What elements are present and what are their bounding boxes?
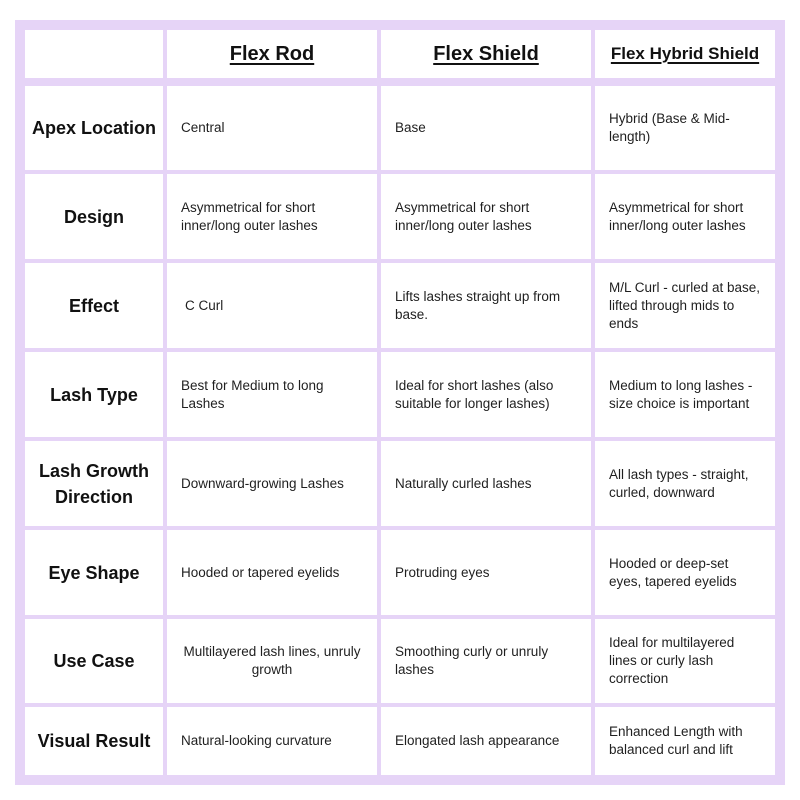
cell-flex-shield-lash-growth-direction: Naturally curled lashes — [381, 441, 591, 526]
cell-flex-shield-use-case: Smoothing curly or unruly lashes — [381, 619, 591, 703]
cell-flex-rod-effect: C Curl — [167, 263, 377, 348]
cell-flex-rod-lash-growth-direction: Downward-growing Lashes — [167, 441, 377, 526]
row-header-apex-location: Apex Location — [25, 86, 163, 170]
row-header-eye-shape: Eye Shape — [25, 530, 163, 615]
row-header-lash-type: Lash Type — [25, 352, 163, 437]
row-header-use-case: Use Case — [25, 619, 163, 703]
row-header-effect: Effect — [25, 263, 163, 348]
row-header-design: Design — [25, 174, 163, 259]
cell-flex-hybrid-shield-effect: M/L Curl - curled at base, lifted through mids to ends — [595, 263, 775, 348]
cell-flex-shield-effect: Lifts lashes straight up from base. — [381, 263, 591, 348]
cell-flex-shield-lash-type: Ideal for short lashes (also suitable for longer lashes) — [381, 352, 591, 437]
cell-flex-rod-use-case: Multilayered lash lines, unruly growth — [167, 619, 377, 703]
cell-flex-hybrid-shield-lash-growth-direction: All lash types - straight, curled, downward — [595, 441, 775, 526]
cell-flex-hybrid-shield-lash-type: Medium to long lashes - size choice is important — [595, 352, 775, 437]
corner-cell — [25, 30, 163, 78]
comparison-table — [15, 20, 785, 785]
cell-flex-shield-eye-shape: Protruding eyes — [381, 530, 591, 615]
column-header-flex-shield: Flex Shield — [381, 30, 591, 78]
cell-flex-rod-eye-shape: Hooded or tapered eyelids — [167, 530, 377, 615]
cell-flex-hybrid-shield-apex-location: Hybrid (Base & Mid-length) — [595, 86, 775, 170]
cell-flex-rod-apex-location: Central — [167, 86, 377, 170]
column-header-flex-rod: Flex Rod — [167, 30, 377, 78]
cell-flex-rod-design: Asymmetrical for short inner/long outer lashes — [167, 174, 377, 259]
cell-flex-shield-visual-result: Elongated lash appearance — [381, 707, 591, 775]
cell-flex-hybrid-shield-design: Asymmetrical for short inner/long outer lashes — [595, 174, 775, 259]
row-header-visual-result: Visual Result — [25, 707, 163, 775]
cell-flex-hybrid-shield-eye-shape: Hooded or deep-set eyes, tapered eyelids — [595, 530, 775, 615]
cell-flex-shield-design: Asymmetrical for short inner/long outer lashes — [381, 174, 591, 259]
cell-flex-shield-apex-location: Base — [381, 86, 591, 170]
cell-flex-hybrid-shield-use-case: Ideal for multilayered lines or curly lash correction — [595, 619, 775, 703]
column-header-flex-hybrid-shield: Flex Hybrid Shield — [595, 30, 775, 78]
row-header-lash-growth-direction: Lash Growth Direction — [25, 441, 163, 526]
cell-flex-hybrid-shield-visual-result: Enhanced Length with balanced curl and lift — [595, 707, 775, 775]
cell-flex-rod-lash-type: Best for Medium to long Lashes — [167, 352, 377, 437]
cell-flex-rod-visual-result: Natural-looking curvature — [167, 707, 377, 775]
